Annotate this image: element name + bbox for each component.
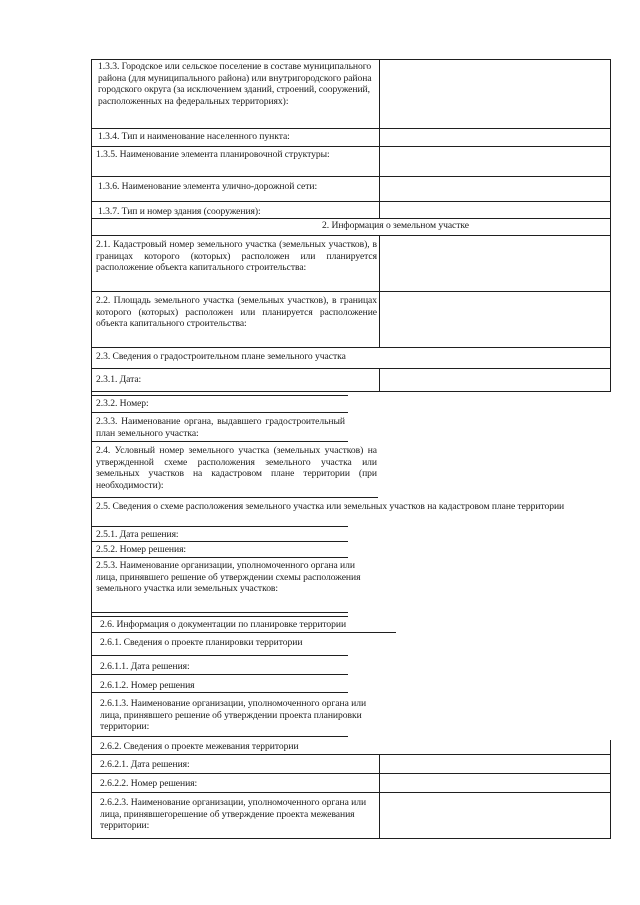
rule-1-3-3-bottom [92, 128, 611, 129]
row-2-2-label: 2.2. Площадь земельного участка (земельных участков), в границах которого (которых) расположен или планируется расположение объекта капитального строительства: [96, 295, 377, 330]
rule-2-4-bottom [92, 497, 378, 498]
rule-top [92, 59, 611, 60]
row-2-6-label: 2.6. Информация о документации по планировке территории [100, 619, 347, 630]
row-2-3-3-label: 2.3.3. Наименование органа, выдавшего градостроительный план земельного участка: [96, 416, 345, 439]
rule-2-3-2-bottom [92, 412, 348, 413]
rule-2-6-1-1-bottom [92, 674, 348, 675]
row-2-1-label: 2.1. Кадастровый номер земельного участка (земельных участков), в границах которого (которых) расположен или планируется расположение объекта капитального строительства: [96, 239, 377, 274]
rule-2-3-bottom [92, 368, 611, 369]
row-1-3-7-label: 1.3.7. Тип и номер здания (сооружения): [98, 206, 261, 217]
rule-1-3-7-bottom [92, 218, 611, 219]
row-2-6-2-2-label: 2.6.2.2. Номер решения: [100, 778, 198, 789]
rule-2-5-bottom [92, 526, 348, 527]
rule-2-5-1-bottom [92, 541, 348, 542]
rule-2-3-1-bottom [92, 391, 611, 392]
rule-bottom [92, 838, 611, 839]
rule-2-5-2-bottom [92, 557, 348, 558]
row-2-6-2-label: 2.6.2. Сведения о проекте межевания территории [100, 741, 299, 752]
rule-2-2-bottom [92, 347, 611, 348]
row-1-3-3-label: 1.3.3. Городское или сельское поселение в составе муниципального района (для муниципального района) или внутригородского района городского округа (за исключением зданий, строений, сооружений, расположенных на федеральных территориях): [98, 61, 372, 107]
rule-2-6-1-bottom [92, 655, 348, 656]
row-2-6-1-label: 2.6.1. Сведения о проекте планировки территории [100, 637, 303, 648]
rule-2-6-2-2-bottom [92, 792, 611, 793]
rule-2-6-2-bottom [92, 754, 611, 755]
rule-2-1-bottom [92, 291, 611, 292]
row-2-5-2-label: 2.5.2. Номер решения: [96, 544, 187, 555]
row-1-3-4-label: 1.3.4. Тип и наименование населенного пункта: [98, 131, 290, 142]
rule-2-5-3-bottom [92, 612, 348, 613]
rule-divider-2-3-1 [379, 368, 380, 392]
rule-left-edge [91, 59, 92, 839]
rule-2-3-2-top [92, 395, 348, 396]
row-1-3-6-label: 1.3.6. Наименование элемента улично-дорожной сети: [98, 181, 318, 192]
row-2-4-label: 2.4. Условный номер земельного участка (земельных участков) на утвержденной схеме расположения земельного участка или земельных участков на кадастровом плане территории (при необходимости): [96, 445, 377, 491]
row-2-3-1-label: 2.3.1. Дата: [96, 374, 142, 385]
rule-divider-upper [379, 59, 380, 219]
rule-right-edge-upper [610, 59, 611, 392]
row-2-3-label: 2.3. Сведения о градостроительном плане земельного участка [96, 351, 346, 362]
row-2-5-label: 2.5. Сведения о схеме расположения земельного участка или земельных участков на кадастровом плане территории [96, 501, 565, 512]
rule-section-2-bottom [92, 235, 611, 236]
rule-divider-mid [379, 235, 380, 348]
section-2-heading: 2. Информация о земельном участке [322, 220, 469, 231]
row-2-5-1-label: 2.5.1. Дата решения: [96, 529, 179, 540]
rule-2-6-1-3-bottom [92, 736, 348, 737]
rule-1-3-6-bottom [92, 201, 611, 202]
rule-1-3-4-bottom [92, 146, 611, 147]
rule-2-6-bottom [92, 632, 396, 633]
row-2-6-1-2-label: 2.6.1.2. Номер решения [100, 680, 195, 691]
row-2-6-1-1-label: 2.6.1.1. Дата решения: [100, 661, 190, 672]
rule-1-3-5-bottom [92, 176, 611, 177]
row-2-6-1-3-label: 2.6.1.3. Наименование организации, уполномоченного органа или лица, принявшего решение об утверждении проекта планировки территории: [100, 698, 367, 733]
row-2-3-2-label: 2.3.2. Номер: [96, 398, 149, 409]
rule-2-6-top [92, 616, 348, 617]
rule-2-6-1-2-bottom [92, 692, 348, 693]
row-1-3-5-label: 1.3.5. Наименование элемента планировочной структуры: [96, 149, 330, 160]
row-2-5-3-label: 2.5.3. Наименование организации, уполномоченного органа или лица, принявшего решение об утверждении схемы расположения земельного участка или земельных участков: [96, 560, 361, 595]
rule-divider-2-6-2 [379, 754, 380, 839]
rule-right-edge-lower [610, 740, 611, 839]
rule-2-6-2-1-bottom [92, 773, 611, 774]
row-2-6-2-1-label: 2.6.2.1. Дата решения: [100, 759, 190, 770]
rule-2-3-3-bottom [92, 441, 348, 442]
row-2-6-2-3-label: 2.6.2.3. Наименование организации, уполномоченного органа или лица, принявшегорешение об утверждение проекта межевания территории: [100, 797, 367, 832]
